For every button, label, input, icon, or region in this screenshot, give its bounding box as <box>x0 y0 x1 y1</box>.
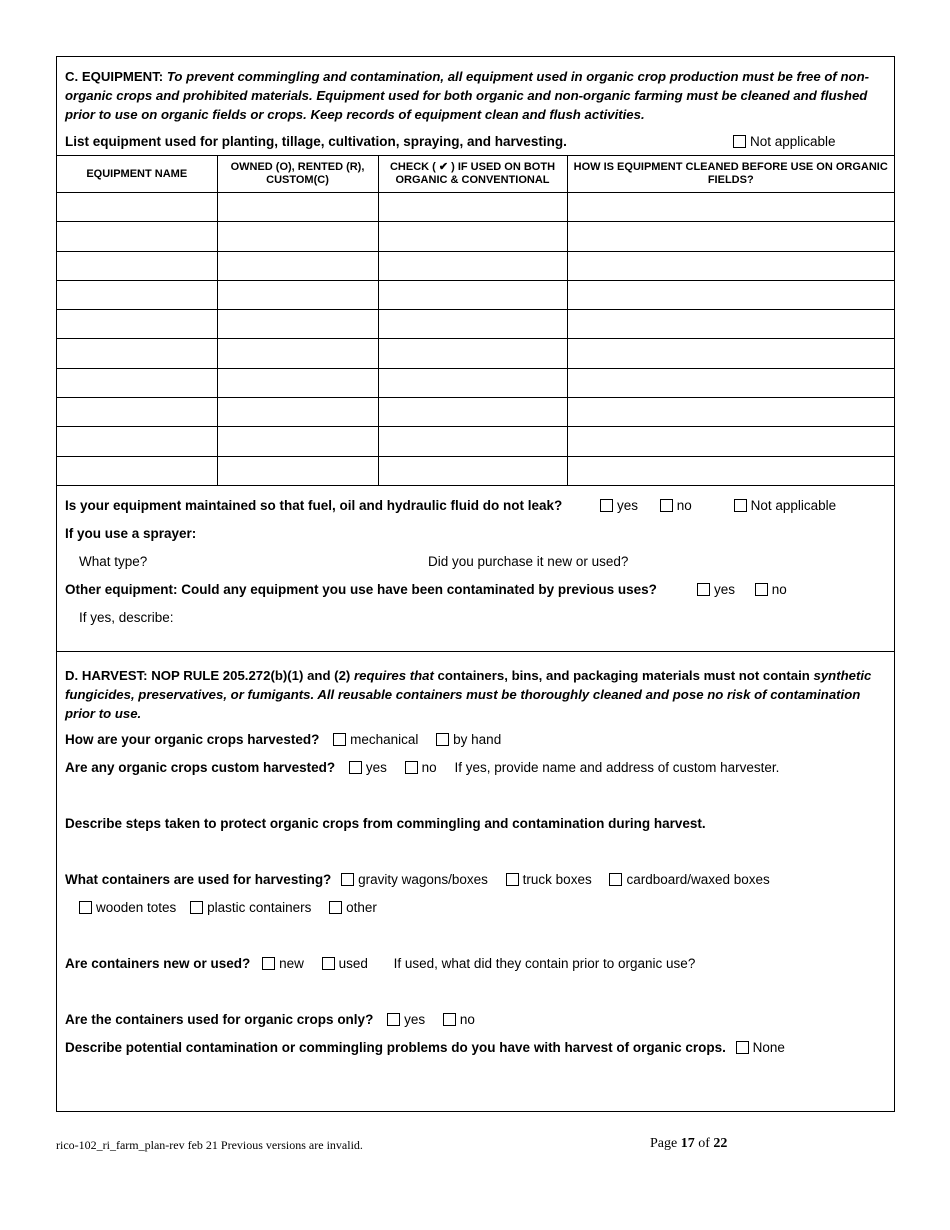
table-row <box>57 251 894 280</box>
checkbox[interactable] <box>734 499 747 512</box>
table-cell[interactable] <box>378 251 567 280</box>
checkbox[interactable] <box>322 957 335 970</box>
new-used-question: Are containers new or used? <box>65 956 251 971</box>
page-number: 17 <box>680 1136 695 1151</box>
container-option[interactable] <box>190 899 311 917</box>
organic-only-row <box>65 1011 475 1029</box>
checkbox[interactable] <box>600 499 613 512</box>
checkbox[interactable] <box>349 761 362 774</box>
table-cell[interactable] <box>217 368 378 397</box>
mechanical-option[interactable] <box>333 731 418 749</box>
checkbox[interactable] <box>341 873 354 886</box>
option-label: truck boxes <box>522 872 592 887</box>
table-cell[interactable] <box>378 222 567 251</box>
option-label: no <box>676 498 692 513</box>
prior-use-label: If used, what did they contain prior to organic use? <box>393 956 696 971</box>
table-cell[interactable] <box>217 398 378 427</box>
table-cell[interactable] <box>217 310 378 339</box>
new-used-row <box>65 955 695 973</box>
form-id-footer: rico-102_ri_farm_plan-rev feb 21 Previous versions are invalid. <box>56 1138 363 1152</box>
equipment-heading: C. EQUIPMENT: <box>65 69 164 84</box>
maintained-options <box>600 497 836 515</box>
column-header: EQUIPMENT NAME <box>57 156 217 193</box>
equipment-table-header <box>57 156 894 193</box>
option-label: None <box>752 1040 785 1055</box>
checkbox[interactable] <box>333 733 346 746</box>
option-label: plastic containers <box>207 900 312 915</box>
table-cell[interactable] <box>567 222 894 251</box>
table-cell[interactable] <box>217 222 378 251</box>
describe-steps-prompt: Describe steps taken to protect organic crops from commingling and contamination during harvest. <box>65 816 706 831</box>
custom-harvested-question: Are any organic crops custom harvested? <box>65 760 336 775</box>
not-applicable-label: Not applicable <box>750 134 836 149</box>
table-cell[interactable] <box>378 456 567 485</box>
page-prefix: Page <box>650 1136 678 1151</box>
table-row <box>57 456 894 485</box>
table-cell[interactable] <box>57 193 217 222</box>
table-cell[interactable] <box>567 339 894 368</box>
custom-harvested-row <box>65 759 779 777</box>
harvest-intro-italic-1: requires that <box>353 668 434 683</box>
equipment-table <box>57 155 894 486</box>
not-applicable-checkbox[interactable] <box>733 135 746 148</box>
table-cell[interactable] <box>378 398 567 427</box>
table-cell[interactable] <box>217 427 378 456</box>
table-cell[interactable] <box>57 456 217 485</box>
how-harvested-question: How are your organic crops harvested? <box>65 732 320 747</box>
option-label: no <box>771 582 787 597</box>
container-option[interactable] <box>341 871 488 889</box>
option-label: gravity wagons/boxes <box>358 872 488 887</box>
checkbox[interactable] <box>79 901 92 914</box>
option-label: no <box>421 760 437 775</box>
table-row <box>57 310 894 339</box>
harvest-heading: D. HARVEST: NOP RULE 205.272(b)(1) and (2) <box>65 668 351 683</box>
table-row <box>57 280 894 309</box>
option-label: yes <box>404 1012 426 1027</box>
harvest-intro-italic-2: synthetic fungicides, preservatives, or fumigants. All reusable containers must be thoroughly cleaned and pose no risk of contamination prior to use. <box>65 668 872 721</box>
table-cell[interactable] <box>378 427 567 456</box>
table-cell[interactable] <box>567 427 894 456</box>
none-option[interactable] <box>736 1039 785 1057</box>
table-row <box>57 368 894 397</box>
containers-row-1 <box>65 871 770 889</box>
checkbox[interactable] <box>405 761 418 774</box>
custom-no-option[interactable] <box>405 759 437 777</box>
maintained-no-option[interactable] <box>660 497 692 515</box>
checkbox[interactable] <box>736 1041 749 1054</box>
table-cell[interactable] <box>567 368 894 397</box>
equipment-not-applicable-option[interactable] <box>733 133 836 151</box>
sprayer-new-used-label: Did you purchase it new or used? <box>428 554 629 569</box>
column-header: CHECK ( ✔ ) IF USED ON BOTH ORGANIC & CONVENTIONAL <box>378 156 567 193</box>
equipment-intro <box>65 67 887 124</box>
container-option[interactable] <box>329 899 377 917</box>
container-option[interactable] <box>506 871 592 889</box>
checkbox[interactable] <box>755 583 768 596</box>
checkbox[interactable] <box>443 1013 456 1026</box>
how-harvested-row <box>65 731 501 749</box>
table-cell[interactable] <box>57 251 217 280</box>
section-divider <box>57 651 894 652</box>
column-header: HOW IS EQUIPMENT CLEANED BEFORE USE ON ORGANIC FIELDS? <box>567 156 894 193</box>
table-cell[interactable] <box>378 193 567 222</box>
checkbox[interactable] <box>506 873 519 886</box>
checkbox[interactable] <box>329 901 342 914</box>
sprayer-label: If you use a sprayer: <box>65 526 197 541</box>
other-yes-option[interactable] <box>697 581 735 599</box>
used-option[interactable] <box>322 955 368 973</box>
custom-note: If yes, provide name and address of custom harvester. <box>454 760 780 775</box>
option-label: other <box>346 900 377 915</box>
custom-yes-option[interactable] <box>349 759 387 777</box>
table-cell[interactable] <box>567 251 894 280</box>
table-cell[interactable] <box>57 427 217 456</box>
option-label: by hand <box>453 732 502 747</box>
potential-problems-prompt: Describe potential contamination or commingling problems do you have with harvest of organic crops. <box>65 1040 726 1055</box>
other-no-option[interactable] <box>755 581 787 599</box>
maintained-question: Is your equipment maintained so that fuel, oil and hydraulic fluid do not leak? <box>65 498 563 513</box>
option-label: new <box>279 956 304 971</box>
option-label: used <box>338 956 368 971</box>
option-label: yes <box>617 498 639 513</box>
checkbox[interactable] <box>262 957 275 970</box>
page-number-footer <box>650 1136 727 1152</box>
organic-only-question: Are the containers used for organic crops only? <box>65 1012 374 1027</box>
table-cell[interactable] <box>57 339 217 368</box>
table-row <box>57 193 894 222</box>
checkbox[interactable] <box>660 499 673 512</box>
table-row <box>57 339 894 368</box>
table-cell[interactable] <box>378 339 567 368</box>
checkbox[interactable] <box>609 873 622 886</box>
other-equipment-question: Other equipment: Could any equipment you use have been contaminated by previous uses? <box>65 582 657 597</box>
container-option[interactable] <box>609 871 769 889</box>
table-cell[interactable] <box>57 222 217 251</box>
option-label: yes <box>714 582 736 597</box>
form-frame <box>56 56 895 1112</box>
table-cell[interactable] <box>217 193 378 222</box>
table-cell[interactable] <box>567 280 894 309</box>
organic-only-yes-option[interactable] <box>387 1011 425 1029</box>
table-row <box>57 398 894 427</box>
checkbox[interactable] <box>697 583 710 596</box>
maintained-yes-option[interactable] <box>600 497 638 515</box>
table-cell[interactable] <box>57 310 217 339</box>
containers-question: What containers are used for harvesting? <box>65 872 332 887</box>
table-cell[interactable] <box>217 339 378 368</box>
containers-row-2 <box>79 899 377 917</box>
table-cell[interactable] <box>378 310 567 339</box>
option-label: mechanical <box>350 732 419 747</box>
harvest-intro-bold: containers, bins, and packaging materials must not contain <box>437 668 810 683</box>
table-cell[interactable] <box>567 193 894 222</box>
table-cell[interactable] <box>567 310 894 339</box>
by-hand-option[interactable] <box>436 731 501 749</box>
sprayer-type-label: What type? <box>79 554 148 569</box>
equipment-intro-text: To prevent commingling and contamination, all equipment used in organic crop production must be free of non-organic crops and prohibited materials. Equipment used for both organic and non-organic farming must be cleaned and flushed prior to use on organic fields or crops. Keep records of equipment clean and flush activities. <box>65 69 870 122</box>
checkbox[interactable] <box>436 733 449 746</box>
checkbox[interactable] <box>190 901 203 914</box>
table-row <box>57 222 894 251</box>
table-cell[interactable] <box>57 398 217 427</box>
other-equipment-options <box>697 581 787 599</box>
harvest-intro <box>65 666 887 723</box>
column-header: OWNED (O), RENTED (R), CUSTOM(C) <box>217 156 378 193</box>
option-label: wooden totes <box>96 900 177 915</box>
new-option[interactable] <box>262 955 304 973</box>
option-label: no <box>459 1012 475 1027</box>
table-cell[interactable] <box>217 251 378 280</box>
table-row <box>57 427 894 456</box>
table-cell[interactable] <box>217 280 378 309</box>
table-cell[interactable] <box>567 456 894 485</box>
checkbox[interactable] <box>387 1013 400 1026</box>
option-label: Not applicable <box>750 498 837 513</box>
table-cell[interactable] <box>217 456 378 485</box>
page-of: of <box>698 1136 710 1151</box>
page-total: 22 <box>713 1136 728 1151</box>
table-cell[interactable] <box>57 280 217 309</box>
problems-row <box>65 1039 785 1057</box>
organic-only-no-option[interactable] <box>443 1011 475 1029</box>
option-label: cardboard/waxed boxes <box>626 872 770 887</box>
table-cell[interactable] <box>378 368 567 397</box>
if-yes-describe-label: If yes, describe: <box>79 610 174 625</box>
equipment-list-prompt: List equipment used for planting, tillage, cultivation, spraying, and harvesting. <box>65 134 567 149</box>
maintained-na-option[interactable] <box>734 497 837 515</box>
table-cell[interactable] <box>567 398 894 427</box>
option-label: yes <box>365 760 387 775</box>
table-cell[interactable] <box>378 280 567 309</box>
table-cell[interactable] <box>57 368 217 397</box>
container-option[interactable] <box>79 899 176 917</box>
